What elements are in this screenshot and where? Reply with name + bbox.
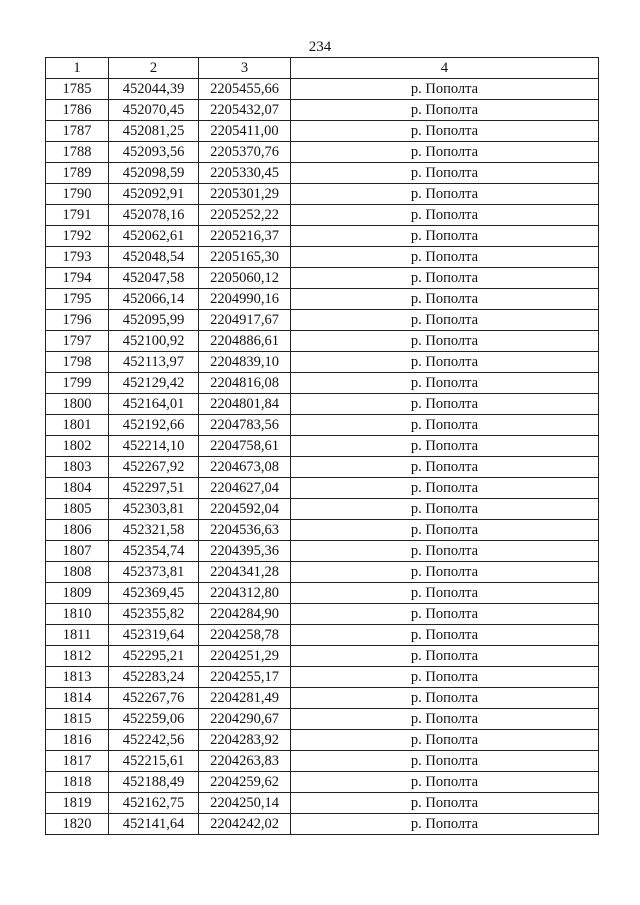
table-row (46, 625, 599, 646)
x-coordinate-cell: 452100,92 (109, 331, 199, 352)
point-number-cell: 1804 (46, 478, 109, 499)
table-row (46, 121, 599, 142)
table-row (46, 688, 599, 709)
table-row (46, 667, 599, 688)
table-body (46, 79, 599, 835)
y-coordinate-cell: 2204258,78 (199, 625, 291, 646)
point-number-cell: 1802 (46, 436, 109, 457)
y-coordinate-cell: 2204263,83 (199, 751, 291, 772)
point-number-cell: 1792 (46, 226, 109, 247)
point-number-cell: 1795 (46, 289, 109, 310)
point-number-cell: 1788 (46, 142, 109, 163)
description-cell: р. Пополта (291, 415, 599, 436)
description-cell: р. Пополта (291, 541, 599, 562)
x-coordinate-cell: 452047,58 (109, 268, 199, 289)
description-cell: р. Пополта (291, 688, 599, 709)
table-row (46, 163, 599, 184)
point-number-cell: 1796 (46, 310, 109, 331)
table-row (46, 499, 599, 520)
description-cell: р. Пополта (291, 562, 599, 583)
y-coordinate-cell: 2204242,02 (199, 814, 291, 835)
y-coordinate-cell: 2204251,29 (199, 646, 291, 667)
description-cell: р. Пополта (291, 436, 599, 457)
y-coordinate-cell: 2204536,63 (199, 520, 291, 541)
point-number-cell: 1805 (46, 499, 109, 520)
y-coordinate-cell: 2205216,37 (199, 226, 291, 247)
table-row (46, 247, 599, 268)
y-coordinate-cell: 2205432,07 (199, 100, 291, 121)
table-row (46, 772, 599, 793)
point-number-cell: 1808 (46, 562, 109, 583)
y-coordinate-cell: 2204627,04 (199, 478, 291, 499)
x-coordinate-cell: 452093,56 (109, 142, 199, 163)
table-row (46, 226, 599, 247)
header-cell: 4 (291, 58, 599, 79)
y-coordinate-cell: 2204341,28 (199, 562, 291, 583)
description-cell: р. Пополта (291, 184, 599, 205)
point-number-cell: 1803 (46, 457, 109, 478)
y-coordinate-cell: 2204673,08 (199, 457, 291, 478)
table-header-row (46, 58, 599, 79)
y-coordinate-cell: 2204758,61 (199, 436, 291, 457)
point-number-cell: 1813 (46, 667, 109, 688)
point-number-cell: 1819 (46, 793, 109, 814)
table-row (46, 205, 599, 226)
description-cell: р. Пополта (291, 394, 599, 415)
x-coordinate-cell: 452095,99 (109, 310, 199, 331)
y-coordinate-cell: 2205455,66 (199, 79, 291, 100)
x-coordinate-cell: 452373,81 (109, 562, 199, 583)
table-row (46, 520, 599, 541)
y-coordinate-cell: 2205370,76 (199, 142, 291, 163)
y-coordinate-cell: 2204312,80 (199, 583, 291, 604)
point-number-cell: 1787 (46, 121, 109, 142)
description-cell: р. Пополта (291, 751, 599, 772)
description-cell: р. Пополта (291, 730, 599, 751)
x-coordinate-cell: 452048,54 (109, 247, 199, 268)
y-coordinate-cell: 2204395,36 (199, 541, 291, 562)
description-cell: р. Пополта (291, 604, 599, 625)
description-cell: р. Пополта (291, 499, 599, 520)
point-number-cell: 1789 (46, 163, 109, 184)
point-number-cell: 1812 (46, 646, 109, 667)
table-row (46, 184, 599, 205)
header-cell: 3 (199, 58, 291, 79)
x-coordinate-cell: 452319,64 (109, 625, 199, 646)
table-row (46, 310, 599, 331)
x-coordinate-cell: 452078,16 (109, 205, 199, 226)
y-coordinate-cell: 2204816,08 (199, 373, 291, 394)
x-coordinate-cell: 452295,21 (109, 646, 199, 667)
point-number-cell: 1806 (46, 520, 109, 541)
x-coordinate-cell: 452354,74 (109, 541, 199, 562)
description-cell: р. Пополта (291, 163, 599, 184)
y-coordinate-cell: 2204284,90 (199, 604, 291, 625)
description-cell: р. Пополта (291, 100, 599, 121)
x-coordinate-cell: 452164,01 (109, 394, 199, 415)
y-coordinate-cell: 2204990,16 (199, 289, 291, 310)
table-row (46, 709, 599, 730)
x-coordinate-cell: 452066,14 (109, 289, 199, 310)
table-row (46, 562, 599, 583)
x-coordinate-cell: 452321,58 (109, 520, 199, 541)
table-row (46, 373, 599, 394)
table-row (46, 583, 599, 604)
x-coordinate-cell: 452355,82 (109, 604, 199, 625)
table-row (46, 331, 599, 352)
x-coordinate-cell: 452092,91 (109, 184, 199, 205)
x-coordinate-cell: 452242,56 (109, 730, 199, 751)
table-row (46, 751, 599, 772)
point-number-cell: 1817 (46, 751, 109, 772)
y-coordinate-cell: 2204801,84 (199, 394, 291, 415)
y-coordinate-cell: 2204290,67 (199, 709, 291, 730)
y-coordinate-cell: 2204839,10 (199, 352, 291, 373)
point-number-cell: 1810 (46, 604, 109, 625)
description-cell: р. Пополта (291, 121, 599, 142)
y-coordinate-cell: 2204886,61 (199, 331, 291, 352)
description-cell: р. Пополта (291, 373, 599, 394)
x-coordinate-cell: 452215,61 (109, 751, 199, 772)
point-number-cell: 1791 (46, 205, 109, 226)
description-cell: р. Пополта (291, 310, 599, 331)
header-cell: 2 (109, 58, 199, 79)
table-row (46, 100, 599, 121)
point-number-cell: 1800 (46, 394, 109, 415)
point-number-cell: 1801 (46, 415, 109, 436)
y-coordinate-cell: 2204255,17 (199, 667, 291, 688)
description-cell: р. Пополта (291, 247, 599, 268)
x-coordinate-cell: 452062,61 (109, 226, 199, 247)
point-number-cell: 1785 (46, 79, 109, 100)
x-coordinate-cell: 452129,42 (109, 373, 199, 394)
y-coordinate-cell: 2204917,67 (199, 310, 291, 331)
description-cell: р. Пополта (291, 205, 599, 226)
table-row (46, 289, 599, 310)
description-cell: р. Пополта (291, 520, 599, 541)
description-cell: р. Пополта (291, 142, 599, 163)
point-number-cell: 1807 (46, 541, 109, 562)
table-row (46, 541, 599, 562)
table-row (46, 142, 599, 163)
point-number-cell: 1797 (46, 331, 109, 352)
point-number-cell: 1794 (46, 268, 109, 289)
y-coordinate-cell: 2205330,45 (199, 163, 291, 184)
x-coordinate-cell: 452081,25 (109, 121, 199, 142)
table-row (46, 478, 599, 499)
x-coordinate-cell: 452141,64 (109, 814, 199, 835)
point-number-cell: 1820 (46, 814, 109, 835)
x-coordinate-cell: 452070,45 (109, 100, 199, 121)
header-cell: 1 (46, 58, 109, 79)
description-cell: р. Пополта (291, 772, 599, 793)
x-coordinate-cell: 452369,45 (109, 583, 199, 604)
table-row (46, 415, 599, 436)
y-coordinate-cell: 2205165,30 (199, 247, 291, 268)
y-coordinate-cell: 2204592,04 (199, 499, 291, 520)
table-row (46, 646, 599, 667)
table-row (46, 394, 599, 415)
y-coordinate-cell: 2204250,14 (199, 793, 291, 814)
point-number-cell: 1790 (46, 184, 109, 205)
point-number-cell: 1814 (46, 688, 109, 709)
description-cell: р. Пополта (291, 457, 599, 478)
point-number-cell: 1816 (46, 730, 109, 751)
y-coordinate-cell: 2204281,49 (199, 688, 291, 709)
point-number-cell: 1818 (46, 772, 109, 793)
x-coordinate-cell: 452267,76 (109, 688, 199, 709)
table-row (46, 814, 599, 835)
table-row (46, 730, 599, 751)
coordinates-table (45, 57, 599, 835)
point-number-cell: 1815 (46, 709, 109, 730)
point-number-cell: 1799 (46, 373, 109, 394)
point-number-cell: 1811 (46, 625, 109, 646)
x-coordinate-cell: 452192,66 (109, 415, 199, 436)
description-cell: р. Пополта (291, 793, 599, 814)
table-row (46, 436, 599, 457)
y-coordinate-cell: 2205252,22 (199, 205, 291, 226)
x-coordinate-cell: 452297,51 (109, 478, 199, 499)
y-coordinate-cell: 2204259,62 (199, 772, 291, 793)
y-coordinate-cell: 2205411,00 (199, 121, 291, 142)
description-cell: р. Пополта (291, 646, 599, 667)
description-cell: р. Пополта (291, 268, 599, 289)
point-number-cell: 1793 (46, 247, 109, 268)
description-cell: р. Пополта (291, 583, 599, 604)
description-cell: р. Пополта (291, 814, 599, 835)
x-coordinate-cell: 452188,49 (109, 772, 199, 793)
x-coordinate-cell: 452267,92 (109, 457, 199, 478)
page-number: 234 (308, 39, 332, 55)
x-coordinate-cell: 452283,24 (109, 667, 199, 688)
x-coordinate-cell: 452113,97 (109, 352, 199, 373)
x-coordinate-cell: 452259,06 (109, 709, 199, 730)
x-coordinate-cell: 452098,59 (109, 163, 199, 184)
x-coordinate-cell: 452162,75 (109, 793, 199, 814)
description-cell: р. Пополта (291, 709, 599, 730)
y-coordinate-cell: 2205301,29 (199, 184, 291, 205)
point-number-cell: 1798 (46, 352, 109, 373)
description-cell: р. Пополта (291, 625, 599, 646)
point-number-cell: 1809 (46, 583, 109, 604)
y-coordinate-cell: 2204783,56 (199, 415, 291, 436)
table-row (46, 457, 599, 478)
table-row (46, 79, 599, 100)
table-row (46, 352, 599, 373)
description-cell: р. Пополта (291, 226, 599, 247)
description-cell: р. Пополта (291, 352, 599, 373)
table-row (46, 604, 599, 625)
table-row (46, 793, 599, 814)
description-cell: р. Пополта (291, 331, 599, 352)
y-coordinate-cell: 2204283,92 (199, 730, 291, 751)
x-coordinate-cell: 452044,39 (109, 79, 199, 100)
point-number-cell: 1786 (46, 100, 109, 121)
description-cell: р. Пополта (291, 478, 599, 499)
description-cell: р. Пополта (291, 667, 599, 688)
y-coordinate-cell: 2205060,12 (199, 268, 291, 289)
description-cell: р. Пополта (291, 289, 599, 310)
description-cell: р. Пополта (291, 79, 599, 100)
table-row (46, 268, 599, 289)
x-coordinate-cell: 452303,81 (109, 499, 199, 520)
x-coordinate-cell: 452214,10 (109, 436, 199, 457)
